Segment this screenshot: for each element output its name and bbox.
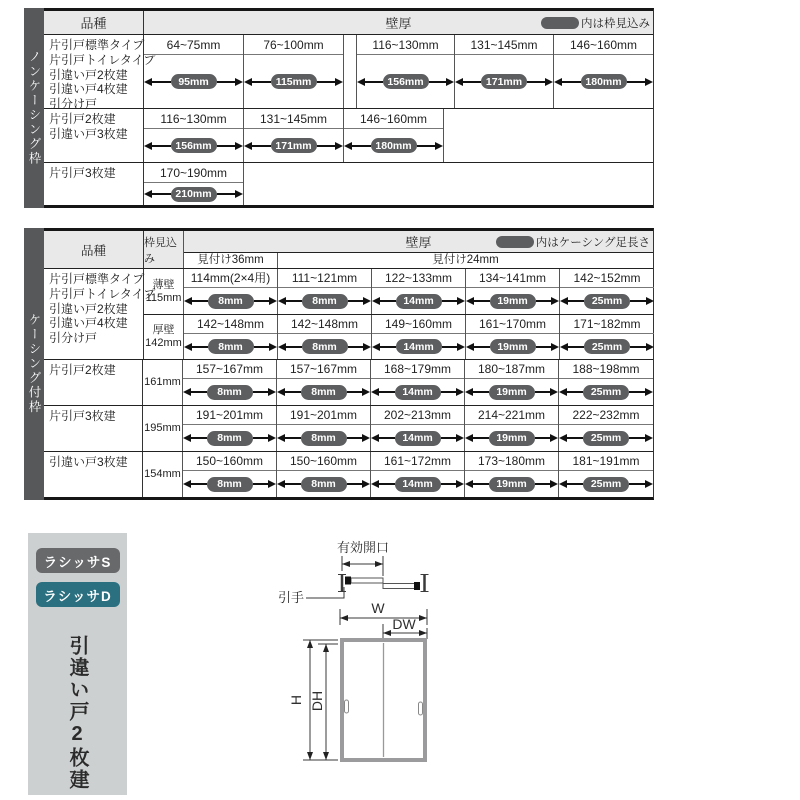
casing-frame-table xyxy=(24,228,654,500)
wall-thickness-cell xyxy=(466,269,560,314)
depth-value-pill: 25mm xyxy=(583,431,629,446)
arrowhead-left-icon xyxy=(344,142,352,150)
depth-arrow xyxy=(371,385,464,400)
depth-arrow xyxy=(466,294,559,309)
table-row-group xyxy=(44,35,653,112)
wall-range-label: 142~148mm xyxy=(278,315,371,334)
arrowhead-right-icon xyxy=(645,480,653,488)
wall-range-label: 202~213mm xyxy=(371,406,464,425)
depth-value-pill: 8mm xyxy=(301,477,347,492)
arrowhead-right-icon xyxy=(363,343,371,351)
arrowhead-left-icon xyxy=(144,142,152,150)
depth-arrow xyxy=(357,74,454,89)
arrowhead-left-icon xyxy=(244,142,252,150)
wall-range-label: 134~141mm xyxy=(466,269,559,288)
depth-value-pill: 8mm xyxy=(207,477,253,492)
note-pill-icon xyxy=(496,236,534,248)
jamb-depth-header: 枠見込み xyxy=(144,231,184,268)
non-casing-frame-table xyxy=(24,8,654,208)
table-row-group xyxy=(44,452,653,497)
depth-value-pill: 210mm xyxy=(171,187,217,202)
jamb-depth-value: 195mm xyxy=(143,406,183,451)
door-handle-left xyxy=(345,700,349,713)
wall-thickness-label: 壁厚 xyxy=(385,16,412,31)
depth-value-pill: 14mm xyxy=(396,294,442,309)
jamb-depth-value: 161mm xyxy=(143,360,183,405)
pull-leader-line xyxy=(306,587,344,598)
wall-thickness-cell xyxy=(559,360,653,405)
arrowhead-right-icon xyxy=(269,297,277,305)
arrowhead-left-icon xyxy=(183,388,191,396)
wall-thickness-cell xyxy=(560,315,654,359)
arrowhead-right-icon xyxy=(645,434,653,442)
depth-value-pill: 19mm xyxy=(490,339,536,354)
depth-value-pill: 156mm xyxy=(171,138,217,153)
depth-value-pill: 14mm xyxy=(396,339,442,354)
depth-arrow xyxy=(278,339,371,354)
note-text: 内はケーシング足長さ xyxy=(535,236,650,249)
arrowhead-right-icon xyxy=(446,78,454,86)
depth-arrow xyxy=(465,477,558,492)
depth-arrow xyxy=(183,385,276,400)
arrowhead-left-icon xyxy=(371,480,379,488)
wall-thickness-cell xyxy=(277,452,371,497)
arrowhead-left-icon xyxy=(277,434,285,442)
arrowhead-right-icon xyxy=(457,297,465,305)
arrowhead-right-icon xyxy=(235,78,243,86)
door-panel-plan-right xyxy=(383,584,415,589)
depth-arrow xyxy=(277,431,370,446)
face-width-subheader xyxy=(184,253,653,268)
depth-value-pill: 8mm xyxy=(208,339,254,354)
depth-value-pill: 19mm xyxy=(489,431,535,446)
wall-thickness-cell xyxy=(144,163,244,205)
depth-arrow xyxy=(183,477,276,492)
non-casing-side-label: ノンケーシング枠 xyxy=(27,50,41,166)
wall-thickness-cell xyxy=(357,35,455,108)
depth-value-pill: 8mm xyxy=(301,385,347,400)
depth-value-pill: 19mm xyxy=(489,477,535,492)
wall-range-label: 188~198mm xyxy=(559,360,653,379)
arrowhead-left-icon xyxy=(554,78,562,86)
arrowhead-right-icon xyxy=(551,297,559,305)
wall-range-label: 150~160mm xyxy=(183,452,276,471)
table-row-group xyxy=(44,360,653,406)
depth-arrow xyxy=(371,431,464,446)
depth-arrow xyxy=(244,74,343,89)
wall-thickness-cell xyxy=(559,452,653,497)
wall-range-label: 142~152mm xyxy=(560,269,654,288)
product-types: 片引戸標準タイプ 片引戸トイレタイプ 引違い戸2枚建 引違い戸4枚建 引分け戸 xyxy=(44,35,144,108)
product-types: 片引戸3枚建 xyxy=(44,163,144,205)
arrowhead-left-icon xyxy=(465,388,473,396)
depth-arrow xyxy=(559,385,653,400)
arrowhead-left-icon xyxy=(278,343,286,351)
wall-range-label: 171~182mm xyxy=(560,315,654,334)
casing-header-row xyxy=(44,231,653,269)
wall-range-label: 161~172mm xyxy=(371,452,464,471)
arrowhead-left-icon xyxy=(455,78,463,86)
wall-thickness-cell xyxy=(183,406,277,451)
wall-thickness-cell xyxy=(278,315,372,359)
depth-arrow xyxy=(278,294,371,309)
wall-thickness-cell xyxy=(277,360,371,405)
wall-thickness-cell xyxy=(183,360,277,405)
depth-value-pill: 8mm xyxy=(302,294,348,309)
wall-thickness-cell xyxy=(278,269,372,314)
wall-range-label: 173~180mm xyxy=(465,452,558,471)
depth-arrow xyxy=(554,74,653,89)
wall-range-label: 149~160mm xyxy=(372,315,465,334)
arrowhead-left-icon xyxy=(183,434,191,442)
depth-arrow xyxy=(144,187,243,202)
door-panel-plan-left xyxy=(351,578,383,583)
wall-range-label: 191~201mm xyxy=(277,406,370,425)
table-row xyxy=(144,314,654,359)
depth-arrow xyxy=(559,431,653,446)
wall-thickness-cell xyxy=(465,406,559,451)
wall-range-label: 222~232mm xyxy=(559,406,653,425)
arrowhead-right-icon xyxy=(645,388,653,396)
w-dimension-label: W xyxy=(371,600,385,616)
wall-thickness-cell xyxy=(371,406,465,451)
depth-value-pill: 19mm xyxy=(490,294,536,309)
arrowhead-left-icon xyxy=(184,297,192,305)
wall-range-label: 150~160mm xyxy=(277,452,370,471)
arrowhead-left-icon xyxy=(371,388,379,396)
depth-value-pill: 8mm xyxy=(207,431,253,446)
depth-arrow xyxy=(465,385,558,400)
depth-value-pill: 156mm xyxy=(383,74,429,89)
arrowhead-left-icon xyxy=(144,190,152,198)
table-row-group xyxy=(44,163,653,205)
arrowhead-right-icon xyxy=(362,434,370,442)
product-types: 片引戸2枚建 引違い戸3枚建 xyxy=(44,109,144,162)
table-row xyxy=(143,360,653,405)
frame-depth-note xyxy=(541,11,650,34)
depth-value-pill: 180mm xyxy=(581,74,627,89)
table-row xyxy=(143,406,653,451)
arrowhead-left-icon xyxy=(560,343,568,351)
wall-thickness-cell xyxy=(371,452,465,497)
table-row xyxy=(143,452,653,497)
wall-range-label: 122~133mm xyxy=(372,269,465,288)
wall-range-label: 76~100mm xyxy=(244,35,343,55)
depth-arrow xyxy=(371,477,464,492)
wall-thickness-cell xyxy=(344,109,444,162)
wall-thickness-cell xyxy=(184,315,278,359)
depth-value-pill: 95mm xyxy=(171,74,217,89)
wall-range-label: 114mm(2×4用) xyxy=(184,269,277,288)
wall-range-label: 157~167mm xyxy=(277,360,370,379)
wall-range-label: 161~170mm xyxy=(466,315,559,334)
arrowhead-right-icon xyxy=(235,142,243,150)
wall-range-label: 131~145mm xyxy=(455,35,553,55)
wall-thickness-cell xyxy=(144,109,244,162)
depth-arrow xyxy=(244,138,343,153)
wall-thickness-cell xyxy=(277,406,371,451)
product-types: 引違い戸3枚建 xyxy=(44,452,143,497)
arrowhead-right-icon xyxy=(435,142,443,150)
wall-range-label: 116~130mm xyxy=(144,109,243,129)
wall-range-label: 146~160mm xyxy=(554,35,653,55)
depth-value-pill: 25mm xyxy=(583,385,629,400)
door-dimension-diagram xyxy=(270,535,540,800)
depth-arrow xyxy=(372,294,465,309)
non-casing-header-row xyxy=(44,11,653,35)
wall-range-label: 170~190mm xyxy=(144,163,243,183)
wall-thickness-cell xyxy=(144,35,244,108)
depth-arrow xyxy=(455,74,553,89)
arrowhead-right-icon xyxy=(646,297,654,305)
product-types: 片引戸2枚建 xyxy=(44,360,143,405)
arrowhead-right-icon xyxy=(269,343,277,351)
depth-arrow xyxy=(560,339,654,354)
wall-thickness-cell xyxy=(465,452,559,497)
arrowhead-left-icon xyxy=(371,434,379,442)
arrowhead-right-icon xyxy=(456,434,464,442)
arrowhead-right-icon xyxy=(268,388,276,396)
arrowhead-left-icon xyxy=(277,480,285,488)
depth-arrow xyxy=(466,339,559,354)
arrowhead-right-icon xyxy=(550,480,558,488)
series-badge-lasissa-d: ラシッサD xyxy=(36,582,120,607)
arrowhead-left-icon xyxy=(357,78,365,86)
depth-value-pill: 19mm xyxy=(489,385,535,400)
arrowhead-right-icon xyxy=(362,388,370,396)
wall-thickness-header-block xyxy=(184,231,653,268)
dh-dimension-label: DH xyxy=(309,690,325,712)
arrowhead-right-icon xyxy=(550,388,558,396)
wall-range-label: 142~148mm xyxy=(184,315,277,334)
depth-value-pill: 14mm xyxy=(395,431,441,446)
wall-range-label: 64~75mm xyxy=(144,35,243,55)
door-handle-right xyxy=(419,702,423,715)
arrowhead-right-icon xyxy=(268,434,276,442)
depth-value-pill: 171mm xyxy=(481,74,527,89)
arrowhead-right-icon xyxy=(551,343,559,351)
wall-range-label: 214~221mm xyxy=(465,406,558,425)
arrowhead-right-icon xyxy=(456,480,464,488)
table-row-group xyxy=(44,269,653,360)
wall-thickness-cell xyxy=(244,35,344,108)
note-pill-icon xyxy=(541,17,579,29)
wall-thickness-cell xyxy=(244,109,344,162)
h-dimension-label: H xyxy=(288,694,304,706)
series-badge-lasissa-s: ラシッサS xyxy=(36,548,120,573)
non-casing-grid xyxy=(44,8,654,208)
dw-dimension-label: DW xyxy=(392,616,416,632)
casing-leg-note xyxy=(496,231,650,252)
wall-thickness-cell xyxy=(560,269,654,314)
arrowhead-right-icon xyxy=(363,297,371,305)
depth-arrow xyxy=(465,431,558,446)
arrowhead-left-icon xyxy=(559,388,567,396)
kind-header: 品種 xyxy=(44,231,144,268)
wall-thickness-cell xyxy=(184,269,278,314)
arrowhead-right-icon xyxy=(335,78,343,86)
product-types: 片引戸標準タイプ 片引戸トイレタイプ 引違い戸2枚建 引違い戸4枚建 引分け戸 xyxy=(44,269,144,359)
non-casing-side-bar xyxy=(24,8,44,208)
depth-value-pill: 8mm xyxy=(301,431,347,446)
depth-arrow xyxy=(560,294,654,309)
kind-header: 品種 xyxy=(44,11,144,34)
arrowhead-left-icon xyxy=(466,297,474,305)
depth-value-pill: 8mm xyxy=(207,385,253,400)
face-36-header: 見付け36mm xyxy=(184,253,278,268)
edge-pull-left xyxy=(345,577,351,585)
arrowhead-left-icon xyxy=(559,480,567,488)
jamb-depth-value: 厚壁 142mm xyxy=(144,315,184,359)
wall-range-label: 111~121mm xyxy=(278,269,371,288)
depth-value-pill: 14mm xyxy=(395,385,441,400)
wall-range-label: 181~191mm xyxy=(559,452,653,471)
depth-value-pill: 25mm xyxy=(583,477,629,492)
depth-arrow xyxy=(559,477,653,492)
wall-range-label: 146~160mm xyxy=(344,109,443,129)
jamb-depth-value: 154mm xyxy=(143,452,183,497)
depth-value-pill: 171mm xyxy=(271,138,317,153)
wall-thickness-cell xyxy=(559,406,653,451)
depth-value-pill: 8mm xyxy=(208,294,254,309)
wall-range-label: 191~201mm xyxy=(183,406,276,425)
table-row xyxy=(144,269,654,314)
arrowhead-right-icon xyxy=(457,343,465,351)
arrowhead-left-icon xyxy=(184,343,192,351)
column-gap xyxy=(344,35,357,108)
wall-thickness-cell xyxy=(371,360,465,405)
arrowhead-left-icon xyxy=(466,343,474,351)
wall-thickness-header xyxy=(144,11,653,34)
arrowhead-left-icon xyxy=(559,434,567,442)
table-row-group xyxy=(44,109,653,163)
wall-thickness-header xyxy=(184,231,653,253)
arrowhead-left-icon xyxy=(465,480,473,488)
wall-thickness-cell xyxy=(466,315,560,359)
arrowhead-right-icon xyxy=(268,480,276,488)
arrowhead-left-icon xyxy=(465,434,473,442)
depth-value-pill: 115mm xyxy=(271,74,317,89)
elevation-view xyxy=(342,640,425,760)
wall-thickness-cell xyxy=(554,35,653,108)
depth-value-pill: 8mm xyxy=(302,339,348,354)
arrowhead-left-icon xyxy=(372,343,380,351)
arrowhead-left-icon xyxy=(560,297,568,305)
wall-range-label: 131~145mm xyxy=(244,109,343,129)
face-24-header: 見付け24mm xyxy=(432,254,499,266)
depth-value-pill: 180mm xyxy=(371,138,417,153)
depth-arrow xyxy=(184,294,277,309)
wall-thickness-cell xyxy=(372,315,466,359)
wall-thickness-label: 壁厚 xyxy=(405,235,432,250)
arrowhead-right-icon xyxy=(335,142,343,150)
wall-thickness-cell xyxy=(455,35,554,108)
depth-arrow xyxy=(183,431,276,446)
arrowhead-left-icon xyxy=(277,388,285,396)
arrowhead-right-icon xyxy=(235,190,243,198)
arrowhead-right-icon xyxy=(646,343,654,351)
arrowhead-right-icon xyxy=(550,434,558,442)
wall-range-label: 157~167mm xyxy=(183,360,276,379)
wall-range-label: 168~179mm xyxy=(371,360,464,379)
depth-arrow xyxy=(144,74,243,89)
wall-range-label: 116~130mm xyxy=(357,35,454,55)
casing-side-label: ケーシング付枠 xyxy=(27,313,41,415)
depth-arrow xyxy=(372,339,465,354)
arrowhead-left-icon xyxy=(278,297,286,305)
plan-section-view xyxy=(338,574,429,592)
arrowhead-left-icon xyxy=(183,480,191,488)
arrowhead-right-icon xyxy=(362,480,370,488)
arrowhead-left-icon xyxy=(144,78,152,86)
wall-thickness-cell xyxy=(465,360,559,405)
depth-value-pill: 25mm xyxy=(584,339,630,354)
casing-grid xyxy=(44,228,654,500)
jamb-depth-value: 薄壁 115mm xyxy=(144,269,184,314)
depth-arrow xyxy=(277,385,370,400)
pull-handle-label: 引手 xyxy=(277,590,304,605)
depth-arrow xyxy=(277,477,370,492)
wall-thickness-cell xyxy=(372,269,466,314)
arrowhead-left-icon xyxy=(372,297,380,305)
series-legend-panel xyxy=(28,533,127,795)
edge-pull-right xyxy=(414,582,420,590)
arrowhead-right-icon xyxy=(645,78,653,86)
table-row-group xyxy=(44,406,653,452)
effective-opening-label: 有効開口 xyxy=(336,540,390,555)
product-title-vertical: 引違い戸2枚建 xyxy=(66,635,88,791)
depth-arrow xyxy=(144,138,243,153)
depth-arrow xyxy=(184,339,277,354)
arrowhead-left-icon xyxy=(244,78,252,86)
casing-side-bar xyxy=(24,228,44,500)
depth-arrow xyxy=(344,138,443,153)
depth-value-pill: 25mm xyxy=(584,294,630,309)
arrowhead-right-icon xyxy=(456,388,464,396)
arrowhead-right-icon xyxy=(545,78,553,86)
wall-range-label: 180~187mm xyxy=(465,360,558,379)
note-text: 内は枠見込み xyxy=(581,17,650,30)
product-types: 片引戸3枚建 xyxy=(44,406,143,451)
wall-thickness-cell xyxy=(183,452,277,497)
depth-value-pill: 14mm xyxy=(395,477,441,492)
